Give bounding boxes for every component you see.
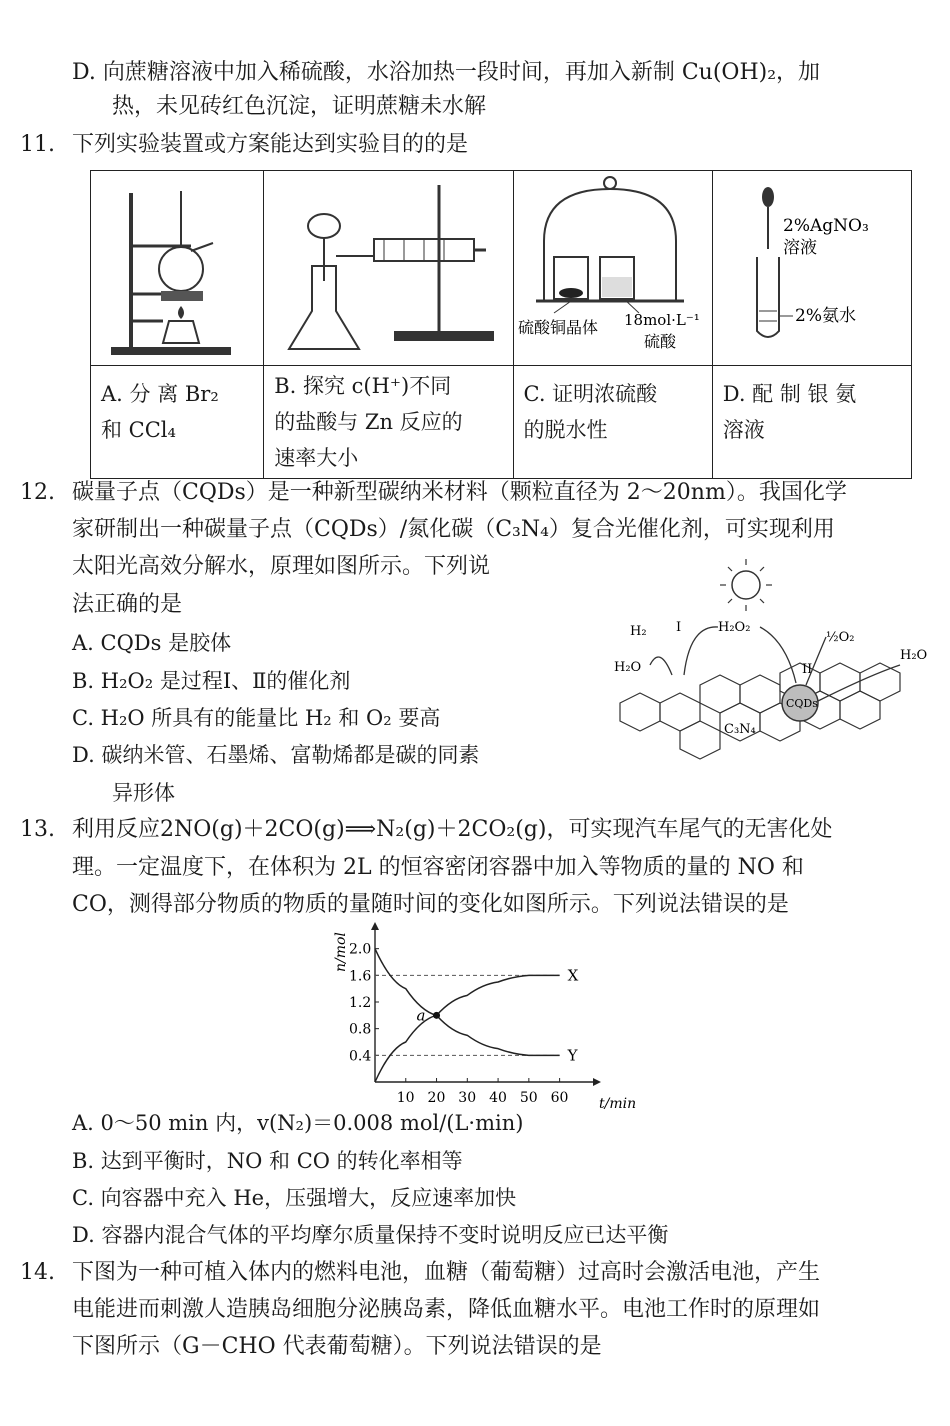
label-copper-sulfate: 硫酸铜晶体 xyxy=(517,318,598,337)
apparatus-b-cell xyxy=(264,171,513,366)
apparatus-d-cell xyxy=(712,171,911,366)
q12-stem-line1: 碳量子点（CQDs）是一种新型碳纳米材料（颗粒直径为 2～20nm）。我国化学 xyxy=(72,480,847,505)
series-line-Y xyxy=(375,949,560,1056)
y-axis-arrow xyxy=(371,922,379,930)
h2-label: H₂ xyxy=(630,624,647,639)
label-solution: 溶液 xyxy=(782,238,817,258)
x-tick-label: 50 xyxy=(519,1090,538,1106)
sun-icon xyxy=(720,559,772,611)
h2o2-label: H₂O₂ xyxy=(718,620,751,635)
q12-option-b: B. H₂O₂ 是过程Ⅰ、Ⅱ的催化剂 xyxy=(72,669,351,693)
page-top-edge xyxy=(0,0,950,12)
x-tick-label: 30 xyxy=(458,1090,477,1106)
c3n4-label: C₃N₄ xyxy=(724,722,756,737)
q14-number: 14. xyxy=(20,1260,55,1285)
label-agno3: 2%AgNO₃ xyxy=(782,216,869,236)
q12-option-a: A. CQDs 是胶体 xyxy=(72,631,232,655)
q13-option-a: A. 0～50 min 内，v(N₂)＝0.008 mol/(L·min) xyxy=(72,1111,524,1135)
x-axis-label: t/min xyxy=(599,1096,637,1112)
q10-option-d-line2: 热，未见砖红色沉淀，证明蔗糖未水解 xyxy=(112,94,487,119)
n-vs-t-chart xyxy=(325,928,637,1116)
h2o-left-label: H₂O xyxy=(614,660,642,675)
q13-stem-line2: 理。一定温度下，在体积为 2L 的恒容密闭容器中加入等物质的量的 NO 和 xyxy=(72,855,804,880)
label-ammonia: 2%氨水 xyxy=(794,306,856,326)
q12-stem-line3: 太阳光高效分解水，原理如图所示。下列说 xyxy=(72,554,491,579)
process-i-label: I xyxy=(676,620,682,635)
q12-option-d: D. 碳纳米管、石墨烯、富勒烯都是碳的同素 xyxy=(72,743,480,767)
cqds-label: CQDs xyxy=(786,697,818,710)
q13-stem-line3: CO，测得部分物质的物质的量随时间的变化如图所示。下列说法错误的是 xyxy=(72,892,789,917)
q11-number: 11. xyxy=(20,132,55,157)
q13-option-c: C. 向容器中充入 He，压强增大，反应速率加快 xyxy=(72,1186,517,1210)
flask-syringe-apparatus-icon xyxy=(264,171,512,361)
option-a-caption: A. 分 离 Br₂ 和 CCl₄ xyxy=(91,366,264,479)
q13-option-d: D. 容器内混合气体的平均摩尔质量保持不变时说明反应已达平衡 xyxy=(72,1223,669,1247)
q13-option-b: B. 达到平衡时，NO 和 CO 的转化率相等 xyxy=(72,1149,463,1173)
bell-jar-icon xyxy=(514,171,712,361)
y-tick-label: 2.0 xyxy=(349,941,372,958)
series-line-X xyxy=(375,975,560,1082)
y-tick-label: 0.8 xyxy=(349,1021,372,1038)
option-d-caption: D. 配 制 银 氨 溶液 xyxy=(712,366,911,479)
half-o2-label: ½O₂ xyxy=(826,630,855,645)
x-axis-arrow xyxy=(593,1078,601,1086)
intersection-point xyxy=(433,1012,440,1019)
chart-series-group xyxy=(375,949,560,1082)
q13-stem-line1: 利用反应2NO(g)＋2CO(g)⟹N₂(g)＋2CO₂(g)，可实现汽车尾气的无害化处 xyxy=(72,817,833,842)
option-c-caption: C. 证明浓硫酸 的脱水性 xyxy=(513,366,712,479)
chart-axes xyxy=(349,922,601,1106)
q10-option-d-line1: D. 向蔗糖溶液中加入稀硫酸，水浴加热一段时间，再加入新制 Cu(OH)₂，加 xyxy=(72,60,821,85)
label-concentration: 18mol·L⁻¹ xyxy=(623,311,700,329)
q12-number: 12. xyxy=(20,480,55,505)
y-axis-label: n/mol xyxy=(333,932,349,972)
chart-labels-group xyxy=(333,932,636,1112)
q14-stem-line2: 电能进而刺激人造胰岛细胞分泌胰岛素，降低血糖水平。电池工作时的原理如 xyxy=(72,1297,821,1322)
q12-option-d-cont: 异形体 xyxy=(112,781,175,805)
q11-stem: 下列实验装置或方案能达到实验目的的是 xyxy=(72,132,469,157)
series-label-X: X xyxy=(567,966,579,985)
process-ii-label: II xyxy=(802,662,813,677)
apparatus-c-cell xyxy=(513,171,712,366)
intersection-label: a xyxy=(416,1006,426,1025)
q12-stem-line4: 法正确的是 xyxy=(72,592,183,617)
label-sulfuric-acid: 硫酸 xyxy=(643,332,676,351)
x-tick-label: 60 xyxy=(550,1090,569,1106)
reaction-arrows xyxy=(650,627,900,701)
q11-experiment-table xyxy=(90,170,912,479)
y-tick-label: 1.2 xyxy=(349,995,372,1011)
option-b-caption: B. 探究 c(H⁺)不同 的盐酸与 Zn 反应的 速率大小 xyxy=(264,366,513,479)
h2o-right-label: H₂O xyxy=(900,648,928,663)
q14-stem-line1: 下图为一种可植入体内的燃料电池，血糖（葡萄糖）过高时会激活电池，产生 xyxy=(72,1260,821,1285)
page-bottom-edge xyxy=(0,1412,950,1426)
series-label-Y: Y xyxy=(567,1046,578,1065)
distillation-apparatus-icon xyxy=(91,171,263,361)
photocatalysis-diagram xyxy=(600,555,940,770)
q12-option-c: C. H₂O 所具有的能量比 H₂ 和 O₂ 要高 xyxy=(72,706,441,730)
q13-number: 13. xyxy=(20,817,55,842)
q12-stem-line2: 家研制出一种碳量子点（CQDs）/氮化碳（C₃N₄）复合光催化剂，可实现利用 xyxy=(72,517,835,542)
c3n4-hexagon-sheet xyxy=(620,663,900,759)
x-tick-label: 40 xyxy=(489,1090,507,1106)
dropper-test-tube-icon xyxy=(713,171,911,361)
q14-stem-line3: 下图所示（G－CHO 代表葡萄糖）。下列说法错误的是 xyxy=(72,1334,602,1359)
y-tick-label: 0.4 xyxy=(349,1048,372,1065)
x-tick-label: 20 xyxy=(427,1090,446,1106)
x-tick-label: 10 xyxy=(396,1090,415,1106)
y-tick-label: 1.6 xyxy=(349,968,372,985)
apparatus-a-cell xyxy=(91,171,264,366)
